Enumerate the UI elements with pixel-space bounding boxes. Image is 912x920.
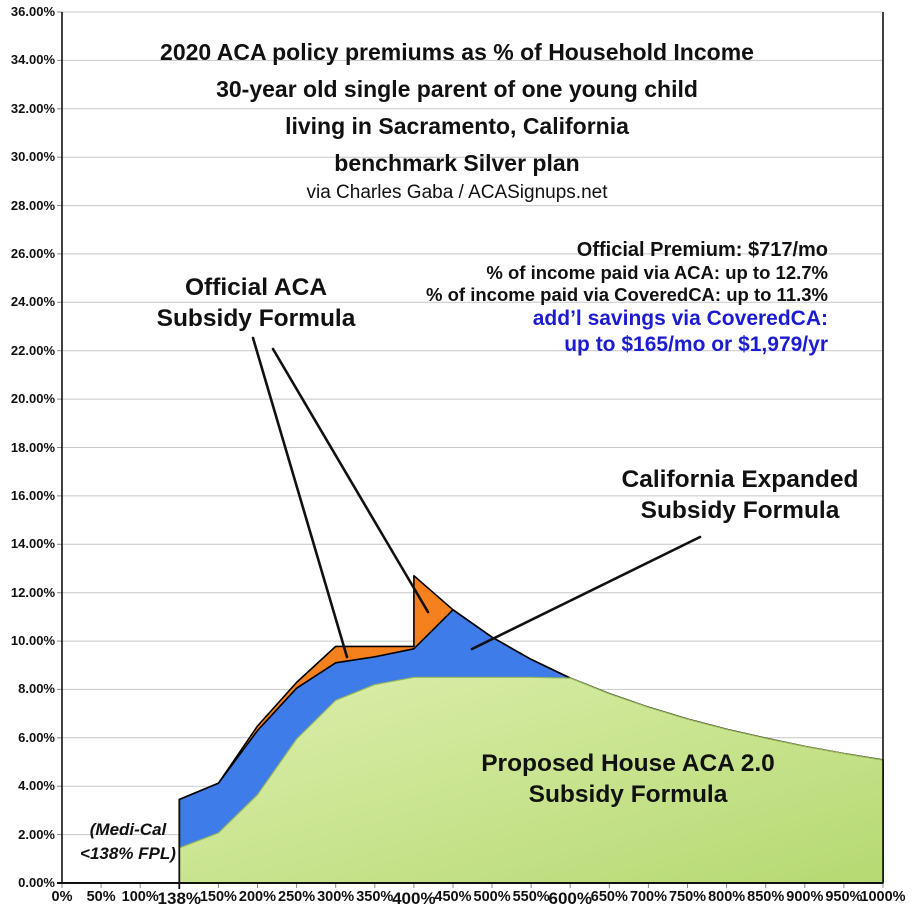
medical-note-line: <138% FPL): [80, 844, 176, 863]
x-tick-label: 150%: [199, 889, 237, 905]
y-tick-label: 10.00%: [10, 633, 55, 649]
x-tick-label: 750%: [668, 889, 707, 905]
x-tick-label: 950%: [825, 889, 863, 905]
x-tick-label: 50%: [86, 889, 116, 905]
y-tick-label: 34.00%: [10, 52, 55, 68]
x-tick-label: 0%: [51, 889, 73, 905]
x-tick-label: 700%: [629, 889, 667, 905]
chart-title-line: 2020 ACA policy premiums as % of Household Income: [160, 39, 754, 65]
x-tick-label: 550%: [512, 889, 550, 905]
y-tick-label: 8.00%: [18, 681, 55, 697]
x-tick-label: 100%: [121, 889, 159, 905]
chart-attribution: via Charles Gaba / ACASignups.net: [306, 182, 608, 203]
california-series-label: [590, 464, 890, 526]
y-tick-label: 20.00%: [10, 391, 55, 407]
california-series-label-line: Subsidy Formula: [640, 497, 840, 524]
x-tick-label: 500%: [473, 889, 511, 905]
official-aca-series-label: [106, 272, 406, 334]
x-tick-label: 450%: [434, 889, 472, 905]
aca-percent-text: % of income paid via ACA: up to 12.7%: [486, 262, 828, 283]
savings-text-line: up to $165/mo or $1,979/yr: [564, 333, 828, 356]
official-premium-text: Official Premium: $717/mo: [576, 239, 828, 261]
y-tick-label: 2.00%: [18, 826, 55, 842]
y-tick-label: 24.00%: [10, 294, 55, 310]
y-tick-label: 22.00%: [10, 342, 55, 358]
x-tick-label: 300%: [317, 889, 355, 905]
y-tick-label: 0.00%: [18, 875, 55, 890]
y-tick-label: 30.00%: [10, 149, 55, 165]
y-tick-label: 28.00%: [10, 197, 55, 213]
premium-annotation-block: [426, 238, 828, 358]
x-tick-label: 800%: [708, 889, 746, 905]
house-aca-series-label: [478, 748, 778, 810]
leader-line-official-1: [253, 338, 347, 657]
x-tick-label: 250%: [278, 889, 316, 905]
medical-note-line: (Medi-Cal: [89, 820, 167, 839]
official-aca-series-label-line: Official ACA: [184, 274, 328, 301]
x-tick-label: 900%: [786, 889, 824, 905]
x-tick-label: 1000%: [860, 889, 906, 905]
y-tick-label: 18.00%: [10, 439, 55, 455]
x-tick-label: 600%: [548, 889, 592, 908]
official-aca-series-label-line: Subsidy Formula: [156, 305, 356, 332]
x-tick-label: 138%: [157, 889, 202, 908]
california-series-label-line: California Expanded: [621, 466, 859, 493]
y-tick-label: 12.00%: [10, 584, 55, 600]
x-tick-label: 350%: [356, 889, 394, 905]
y-tick-label: 16.00%: [10, 487, 55, 503]
house-aca-series-label-line: Proposed House ACA 2.0: [481, 750, 775, 777]
x-tick-label: 850%: [747, 889, 785, 905]
chart-title: [62, 34, 852, 182]
house-aca-series-label-line: Subsidy Formula: [528, 781, 728, 808]
medical-note-label: [48, 818, 208, 866]
y-tick-label: 4.00%: [18, 778, 55, 794]
chart-title-line: living in Sacramento, California: [285, 113, 629, 139]
x-tick-label: 650%: [590, 889, 628, 905]
y-tick-label: 26.00%: [10, 245, 55, 261]
x-tick-label: 400%: [392, 889, 436, 908]
y-tick-label: 32.00%: [10, 100, 55, 116]
y-tick-label: 14.00%: [10, 536, 55, 552]
chart-title-line: benchmark Silver plan: [334, 150, 580, 176]
x-tick-label: 200%: [238, 889, 277, 905]
y-tick-label: 6.00%: [18, 729, 55, 745]
savings-text-line: add’l savings via CoveredCA:: [532, 307, 828, 330]
chart-title-line: 30-year old single parent of one young child: [216, 76, 698, 102]
y-tick-label: 36.00%: [10, 4, 55, 19]
coveredca-percent-text: % of income paid via CoveredCA: up to 11.3%: [426, 284, 828, 305]
